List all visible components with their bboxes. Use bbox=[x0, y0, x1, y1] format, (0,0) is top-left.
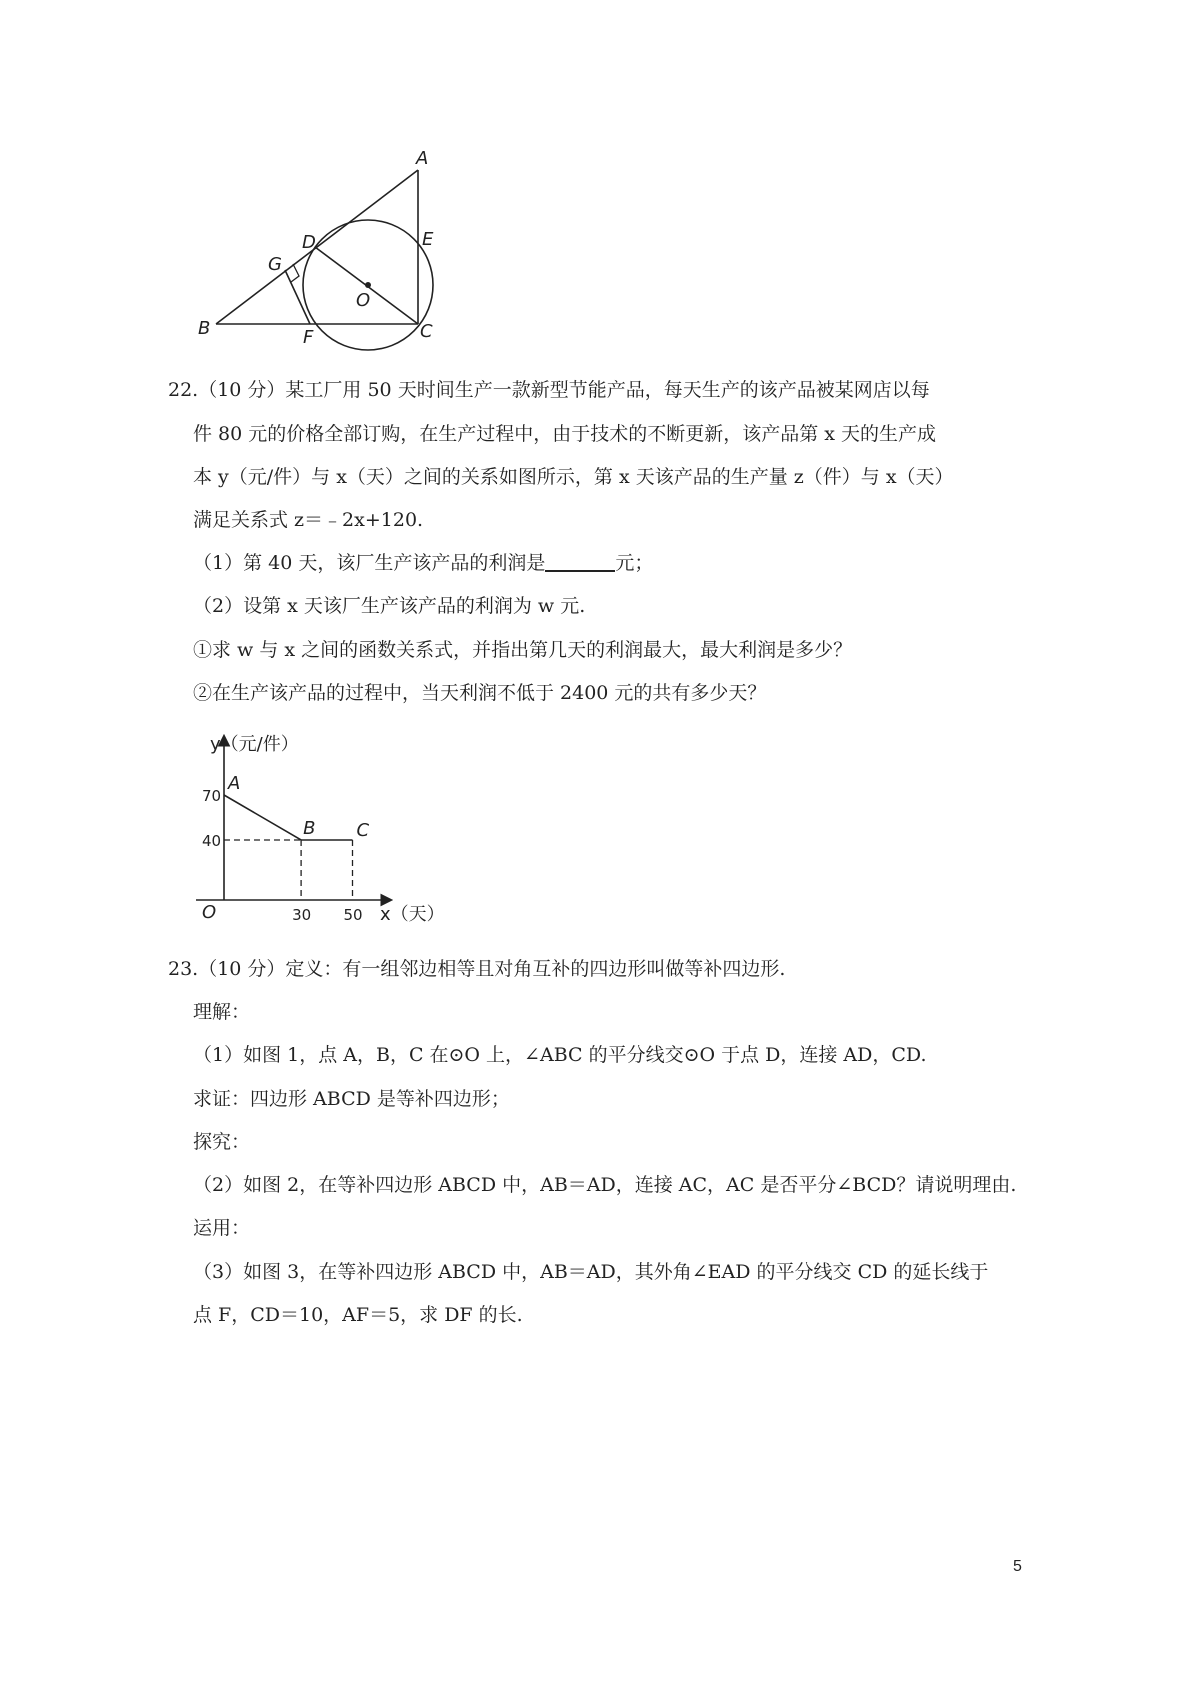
center-dot bbox=[365, 282, 371, 288]
p22-q1-unit: 元； bbox=[615, 552, 654, 574]
y-tick-label: 70 bbox=[202, 787, 222, 805]
p23-explore: 探究： bbox=[193, 1131, 251, 1153]
answer-blank bbox=[545, 550, 615, 572]
point-label-G: G bbox=[268, 254, 282, 275]
point-label-F: F bbox=[303, 327, 314, 348]
p23-understand: 理解： bbox=[193, 1001, 251, 1023]
y-tick-label: 40 bbox=[202, 832, 222, 850]
page-number: 5 bbox=[1013, 1558, 1022, 1575]
point-label-D: D bbox=[302, 232, 316, 253]
series-line bbox=[224, 795, 353, 840]
p23-part1: （1）如图 1，点 A，B，C 在⊙O 上，∠ABC 的平分线交⊙O 于点 D，连接 AD，CD. bbox=[193, 1044, 927, 1066]
point-label-E: E bbox=[422, 229, 434, 250]
y-axis-label: y（元/件） bbox=[210, 734, 299, 755]
p22-line4: 满足关系式 z＝﹣2x+120. bbox=[193, 509, 424, 531]
x-axis-label: x（天） bbox=[380, 904, 445, 925]
x-tick-label: 30 bbox=[292, 906, 312, 924]
p22-question2a: ①求 w 与 x 之间的函数关系式，并指出第几天的利润最大，最大利润是多少？ bbox=[193, 639, 853, 661]
origin-label: O bbox=[202, 902, 217, 923]
p22-line1: 22.（10 分）某工厂用 50 天时间生产一款新型节能产品，每天生产的该产品被某网店以每 bbox=[168, 379, 930, 401]
p23-apply: 运用： bbox=[193, 1217, 251, 1239]
p22-question2b: ②在生产该产品的过程中，当天利润不低于 2400 元的共有多少天？ bbox=[193, 682, 767, 704]
p22-q1-text: （1）第 40 天，该厂生产该产品的利润是 bbox=[193, 552, 546, 574]
p23-part3-line2: 点 F，CD＝10，AF＝5，求 DF 的长. bbox=[193, 1304, 523, 1326]
cost-chart bbox=[190, 725, 450, 935]
segment-GF bbox=[285, 270, 310, 324]
point-label-C: C bbox=[420, 321, 433, 342]
point-label: B bbox=[303, 818, 316, 839]
point-label: C bbox=[356, 820, 370, 841]
p22-question1 bbox=[193, 549, 653, 577]
point-label: A bbox=[228, 773, 241, 794]
geometry-figure bbox=[190, 140, 470, 360]
point-label-B: B bbox=[198, 318, 211, 339]
p22-question2: （2）设第 x 天该厂生产该产品的利润为 w 元. bbox=[193, 595, 586, 617]
p22-line2: 件 80 元的价格全部订购，在生产过程中，由于技术的不断更新，该产品第 x 天的生产成 bbox=[193, 423, 937, 445]
p23-part2: （2）如图 2，在等补四边形 ABCD 中，AB＝AD，连接 AC，AC 是否平分∠BCD？请说明理由. bbox=[193, 1174, 1017, 1196]
point-label-O: O bbox=[356, 290, 371, 311]
p22-line3: 本 y（元/件）与 x（天）之间的关系如图所示，第 x 天该产品的生产量 z（件）与 x（天） bbox=[193, 466, 954, 488]
p23-part1-proof: 求证：四边形 ABCD 是等补四边形； bbox=[193, 1088, 510, 1110]
point-label-A: A bbox=[416, 148, 429, 169]
p23-part3-line1: （3）如图 3，在等补四边形 ABCD 中，AB＝AD，其外角∠EAD 的平分线交 CD 的延长线于 bbox=[193, 1261, 989, 1283]
p23-line1: 23.（10 分）定义：有一组邻边相等且对角互补的四边形叫做等补四边形. bbox=[168, 958, 786, 980]
x-tick-label: 50 bbox=[343, 906, 363, 924]
